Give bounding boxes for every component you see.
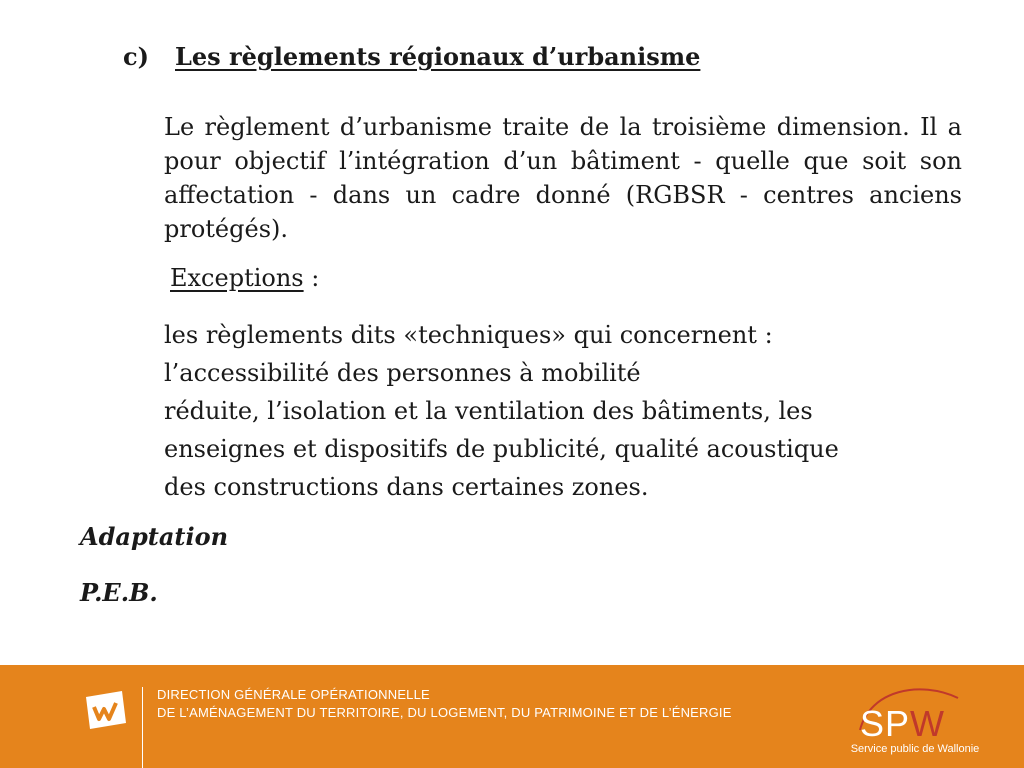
directorate-line-1: DIRECTION GÉNÉRALE OPÉRATIONNELLE — [157, 687, 430, 702]
technical-line: les règlements dits «techniques» qui concernent : — [164, 321, 773, 349]
technical-line: enseignes et dispositifs de publicité, qualité acoustique — [164, 435, 839, 463]
adaptation-label: Adaptation — [80, 522, 229, 551]
spw-letters: SP — [859, 703, 911, 744]
footer-divider — [142, 687, 143, 768]
peb-label: P.E.B. — [80, 578, 158, 607]
technical-line: réduite, l’isolation et la ventilation des bâtiments, les — [164, 397, 813, 425]
spw-letter-w: W — [910, 703, 945, 744]
section-heading — [123, 42, 700, 71]
intro-paragraph: Le règlement d’urbanisme traite de la troisième dimension. Il a pour objectif l’intégration d’un bâtiment - quelle que soit son affectation - dans un cadre donné (RGBSR - centres anciens protégés). — [164, 113, 962, 243]
technical-rules-text — [164, 316, 954, 506]
directorate-line-2: DE L’AMÉNAGEMENT DU TERRITOIRE, DU LOGEMENT, DU PATRIMOINE ET DE L’ÉNERGIE — [157, 705, 732, 720]
directorate-name — [157, 686, 732, 722]
section-marker: c) — [123, 42, 149, 71]
wallonia-logo-icon — [82, 687, 128, 733]
exceptions-colon: : — [303, 264, 320, 292]
exceptions-heading — [170, 264, 319, 292]
spw-logo — [840, 680, 990, 760]
technical-line: l’accessibilité des personnes à mobilité — [164, 359, 641, 387]
technical-line: des constructions dans certaines zones. — [164, 473, 649, 501]
spw-subtitle: Service public de Wallonie — [850, 743, 980, 755]
exceptions-label: Exceptions — [170, 264, 304, 292]
spw-wordmark — [840, 703, 965, 745]
section-title: Les règlements régionaux d’urbanisme — [175, 42, 701, 71]
footer-bar — [0, 665, 1024, 768]
